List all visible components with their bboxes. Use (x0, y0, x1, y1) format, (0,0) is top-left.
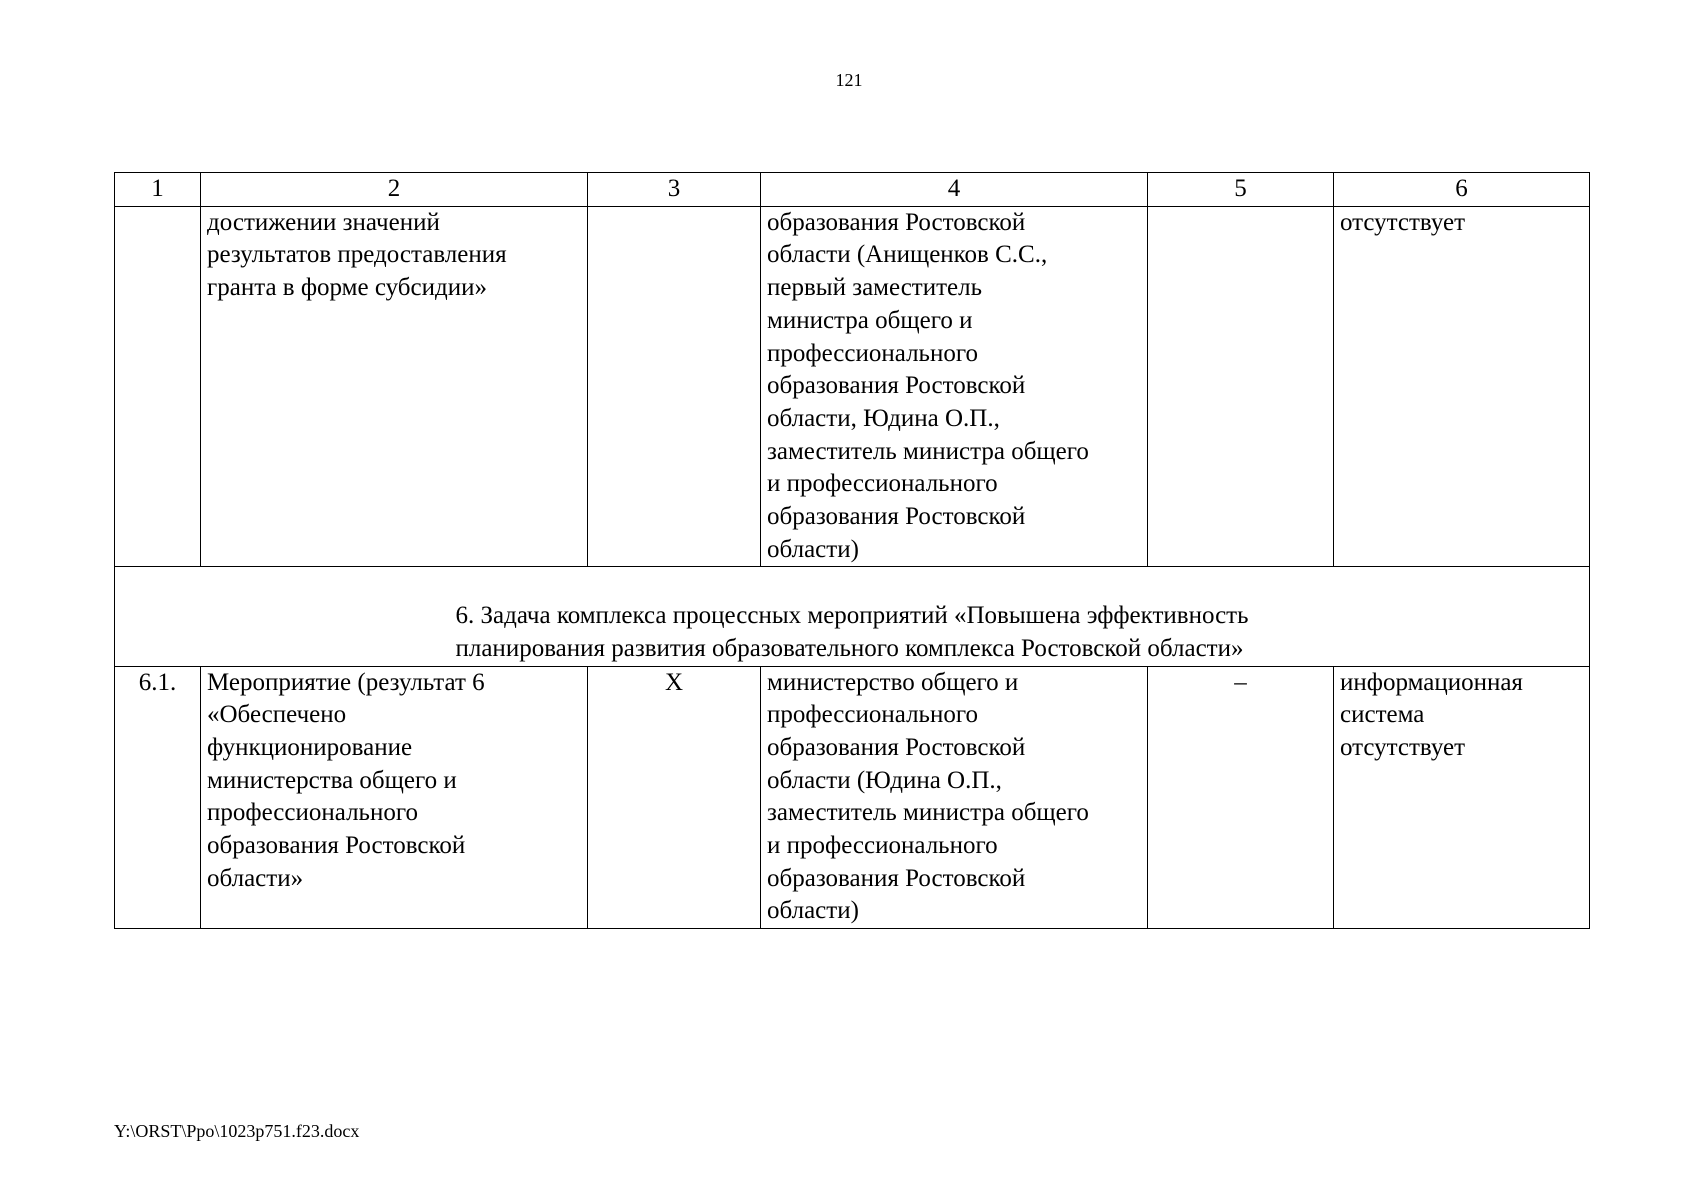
column-5-cell (1148, 206, 1334, 567)
section-heading-cell (115, 567, 1590, 666)
table-row (115, 206, 1590, 567)
header-cell-1: 1 (115, 173, 201, 207)
table-row (115, 666, 1590, 929)
column-3-cell: X (588, 666, 761, 929)
activity-name-cell: достижении значений результатов предоставления гранта в форме субсидии» (201, 206, 588, 567)
responsible-cell: министерство общего и профессионального образования Ростовской области (Юдина О.П., заместитель министра общего и профессионального образования Ростовской области) (761, 666, 1148, 929)
section-heading-row (115, 567, 1590, 666)
row-number-cell: 6.1. (115, 666, 201, 929)
section-heading: 6. Задача комплекса процессных мероприятий «Повышена эффективность планирования развития образовательного комплекса Ростовской области» (455, 602, 1249, 662)
page-number: 121 (835, 70, 863, 90)
column-5-cell: – (1148, 666, 1334, 929)
header-cell-6: 6 (1334, 173, 1590, 207)
header-cell-4: 4 (761, 173, 1148, 207)
column-6-cell: информационная система отсутствует (1334, 666, 1590, 929)
responsible-cell: образования Ростовской области (Анищенков С.С., первый заместитель министра общего и профессионального образования Ростовской области, Юдина О.П., заместитель министра общего и профессионального образования Ростовской области) (761, 206, 1148, 567)
row-number-cell (115, 206, 201, 567)
table-header-row (115, 173, 1590, 207)
column-6-cell: отсутствует (1334, 206, 1590, 567)
activity-name-cell: Мероприятие (результат 6 «Обеспечено функционирование министерства общего и профессионального образования Ростовской области» (201, 666, 588, 929)
header-cell-5: 5 (1148, 173, 1334, 207)
column-3-cell (588, 206, 761, 567)
footer-file-path: Y:\ORST\Ppo\1023p751.f23.docx (114, 1121, 360, 1141)
document-table (114, 172, 1590, 929)
header-cell-3: 3 (588, 173, 761, 207)
header-cell-2: 2 (201, 173, 588, 207)
